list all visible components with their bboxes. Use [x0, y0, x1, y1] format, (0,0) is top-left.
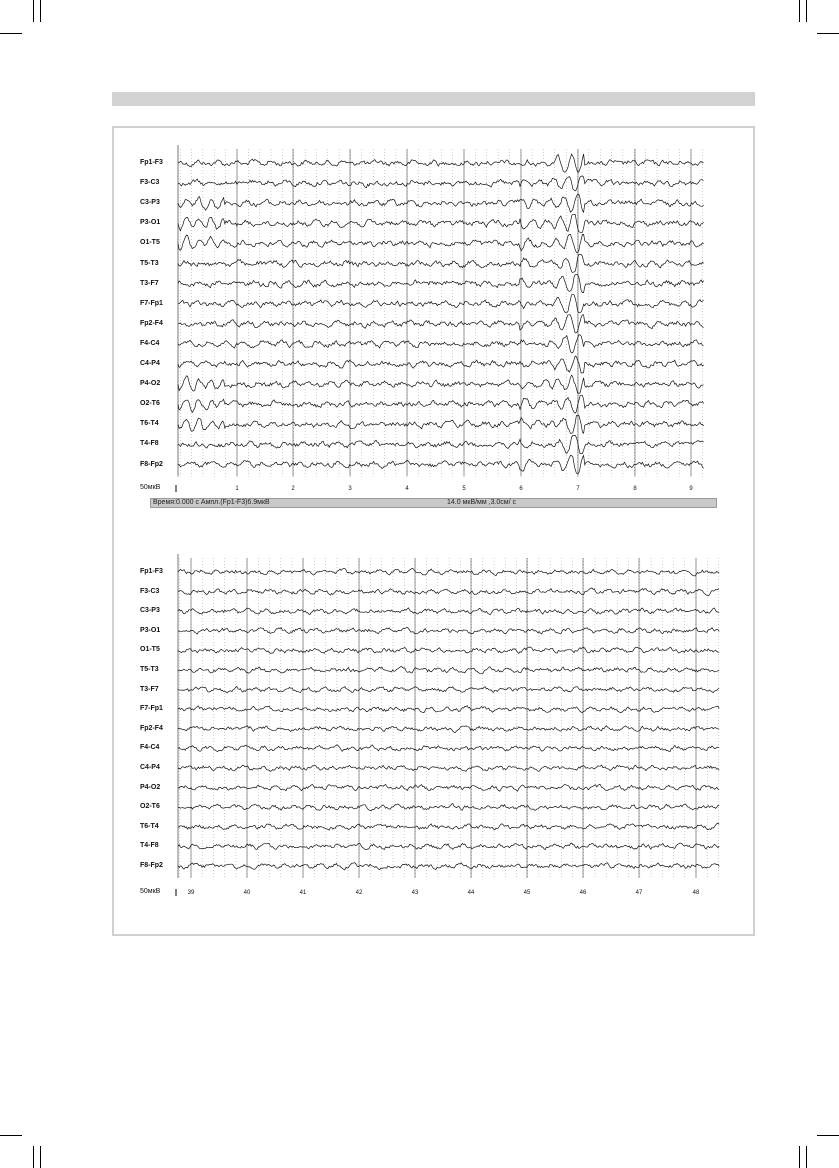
channel-label: F7-Fp1	[140, 299, 163, 307]
channel-label: F8-Fp2	[140, 862, 163, 869]
time-tick-label: 2	[291, 486, 295, 492]
eeg-trace	[178, 176, 704, 191]
eeg-trace	[178, 823, 719, 830]
status-bar	[150, 498, 717, 508]
channel-label: F4-C4	[140, 744, 160, 752]
channel-label: P4-O2	[140, 380, 161, 388]
eeg-trace	[178, 745, 719, 752]
time-tick-label: 5	[462, 486, 466, 492]
channel-label: C3-P3	[140, 607, 160, 615]
amplitude-scale-label: 50мкВ	[140, 888, 161, 895]
eeg-traces-bottom	[114, 548, 753, 908]
channel-label: Fp1-F3	[140, 159, 163, 166]
time-tick-label: 7	[576, 486, 580, 492]
channel-label: F8-Fp2	[140, 460, 163, 468]
time-tick-label: 6	[519, 486, 523, 492]
channel-label: Fp2-F4	[140, 724, 163, 732]
eeg-trace	[178, 315, 704, 333]
channel-label: P3-O1	[140, 626, 161, 634]
eeg-trace	[178, 356, 704, 373]
status-sensitivity-speed: 14.0 мкВ/мм ,3.0см/ с	[447, 499, 517, 506]
channel-label: O2-T6	[140, 803, 160, 811]
crop-mark	[33, 0, 34, 22]
channel-label: F4-C4	[140, 339, 160, 347]
eeg-trace	[178, 588, 719, 596]
channel-label: T6-T4	[140, 420, 159, 428]
crop-mark	[806, 1146, 807, 1168]
eeg-trace	[178, 647, 719, 654]
time-tick-label: 43	[411, 890, 419, 896]
eeg-trace	[178, 706, 719, 713]
channel-label: T6-T4	[140, 822, 159, 830]
header-bar	[112, 92, 755, 106]
channel-label: O2-T6	[140, 400, 160, 408]
channel-label: T5-T3	[140, 259, 159, 267]
eeg-trace	[178, 255, 704, 273]
channel-label: F3-C3	[140, 179, 160, 187]
eeg-trace	[178, 785, 719, 792]
channel-label: O1-T5	[140, 239, 160, 247]
eeg-trace	[178, 295, 704, 313]
eeg-trace	[178, 765, 719, 771]
eeg-panel-top	[114, 128, 753, 518]
time-tick-label: 40	[243, 890, 251, 896]
crop-mark	[0, 1135, 22, 1136]
time-tick-label: 8	[633, 486, 637, 492]
eeg-trace	[178, 234, 704, 252]
time-tick-label: 41	[299, 890, 307, 896]
time-tick-label: 47	[635, 890, 643, 896]
crop-mark	[799, 1146, 800, 1168]
time-tick-label: 48	[692, 890, 700, 896]
eeg-trace	[178, 275, 704, 293]
channel-label: P4-O2	[140, 783, 161, 791]
eeg-panel-bottom	[114, 548, 753, 918]
channel-label: C4-P4	[140, 764, 160, 771]
channel-label: F7-Fp1	[140, 705, 163, 713]
eeg-trace	[178, 154, 704, 172]
time-tick-label: 4	[405, 486, 409, 492]
channel-label: F3-C3	[140, 587, 160, 595]
time-tick-label: 42	[355, 890, 363, 896]
crop-mark	[0, 33, 22, 34]
eeg-trace	[178, 666, 719, 673]
eeg-trace	[178, 395, 704, 413]
channel-label: C4-P4	[140, 360, 160, 367]
channel-label: T4-F8	[140, 842, 159, 850]
crop-mark	[799, 0, 800, 22]
eeg-trace	[178, 627, 719, 634]
time-tick-label: 46	[579, 890, 587, 896]
crop-mark	[40, 1146, 41, 1168]
time-tick-label: 9	[689, 486, 693, 492]
eeg-trace	[178, 568, 719, 576]
eeg-trace	[178, 214, 704, 232]
crop-mark	[806, 0, 807, 22]
time-tick-label: 44	[467, 890, 475, 896]
eeg-trace	[178, 726, 719, 733]
status-time-amplitude: Время:0.000 с Ампл.(Fp1-F3)6.9мкВ	[153, 499, 270, 506]
channel-label: O1-T5	[140, 646, 160, 654]
crop-mark	[817, 1135, 839, 1136]
eeg-trace	[178, 686, 719, 693]
eeg-trace	[178, 843, 719, 850]
channel-label: T5-T3	[140, 666, 159, 673]
eeg-trace	[178, 435, 704, 453]
time-tick-label: 45	[523, 890, 531, 896]
eeg-traces-top	[114, 128, 753, 498]
channel-label: T3-F7	[140, 279, 159, 287]
eeg-trace	[178, 335, 704, 353]
channel-label: C3-P3	[140, 199, 160, 207]
eeg-trace	[178, 863, 719, 870]
channel-label: P3-O1	[140, 219, 161, 227]
eeg-trace	[178, 608, 719, 615]
channel-label: Fp2-F4	[140, 319, 163, 327]
crop-mark	[40, 0, 41, 22]
eeg-trace	[178, 375, 704, 393]
amplitude-scale-label: 50мкВ	[140, 484, 161, 491]
channel-label: T3-F7	[140, 685, 159, 693]
eeg-trace	[178, 415, 704, 433]
eeg-trace	[178, 456, 704, 474]
crop-mark	[817, 33, 839, 34]
channel-label: Fp1-F3	[140, 568, 163, 575]
eeg-trace	[178, 804, 719, 811]
time-tick-label: 39	[187, 890, 195, 896]
time-tick-label: 3	[348, 486, 352, 492]
figure-frame	[112, 126, 755, 936]
crop-mark	[33, 1146, 34, 1168]
time-tick-label: 1	[235, 486, 239, 492]
eeg-trace	[178, 194, 704, 212]
channel-label: T4-F8	[140, 440, 159, 448]
